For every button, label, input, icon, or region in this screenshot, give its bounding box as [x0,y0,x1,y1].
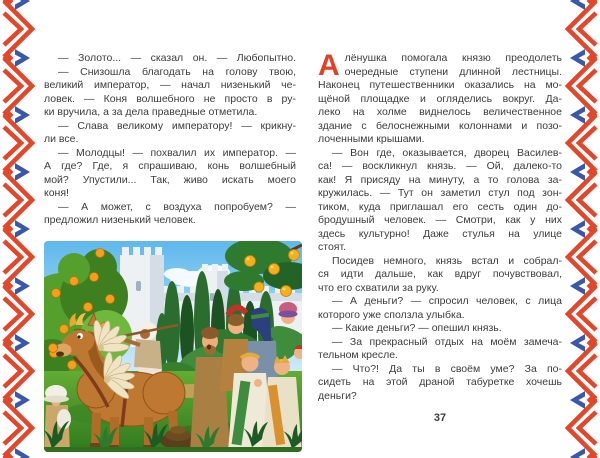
text-line: великий император, — начал низенький че- [44,79,296,91]
drop-cap-letter: А [318,49,340,82]
right-text-column [318,49,562,403]
ornament-border-left [0,0,36,458]
text-line: бродушный человек. — Смотри, как у них [318,214,562,226]
text-line: здание с белоснежными колоннами и позо- [318,119,562,132]
text-line: ловек. — Коня волшебного не просто в ру- [44,92,296,105]
text-line: мой? Упустили... Так, живо искать моего [44,173,296,186]
text-line: тельном кресле. [318,349,398,361]
text-line: Наконец путешественники оказались на мо- [318,79,562,91]
text-line: — Вон где, оказывается, дворец Василев- [332,146,562,159]
text-line: здесь культурно! Даже стулья на улице [318,227,562,240]
text-line: — За прекрасный отдых на моём замеча- [332,335,562,348]
text-line: — А может, с воздуха попробуем? — [58,200,296,213]
ornament-border-right [564,0,600,458]
text-line: что его схватили за руку. [318,281,439,294]
text-line: щёной площадке и огляделись вокруг. Да- [318,92,562,105]
text-line: — А деньги? — спросил человек, с лица [332,295,562,307]
text-line: очередные ступени длинной лестницы. [344,65,562,78]
text-line: деньги? [318,389,357,402]
text-line: ли все. [44,133,79,145]
text-line: — Золото... — сказал он. — Любопытно. [58,52,296,64]
text-line: кружилась. — Тут он заметил стул под зон- [318,187,562,199]
text-line: стоят. [318,241,347,253]
text-line: которого уже сползла улыбка. [318,308,465,321]
page-number: 37 [433,412,447,424]
text-line: предложил низенький человек. [44,214,196,226]
text-line: — Слава великому императору! — крикну- [58,119,296,132]
text-line: коня! [44,187,69,199]
text-line: — Какие деньги? — опешил князь. [332,322,502,334]
text-line: как! Я присяду на минуту, а то голова за- [318,173,562,186]
text-line: — Что?! Да ты в своём уме? За по- [332,362,562,375]
text-line: — Молодцы! — похвалил их император. — [58,146,296,159]
text-line: лоченными крышами. [318,133,425,145]
fruit-branch [224,241,302,297]
text-line: А где? Где, я спрашиваю, конь волшебный [44,160,296,172]
text-line: лёнушка помогала князю преодолеть [344,52,562,64]
text-line: ки вручила, а за дела праведные отметила. [44,106,258,118]
text-line: тиком, куда приглашал его сесть один до- [318,200,562,213]
text-line: сидеть на этой драной табуретке хочешь [318,376,562,388]
storybook-illustration [44,241,302,452]
right-column-lines [318,49,562,403]
text-line: Посидев немного, князь встал и собрал- [332,254,562,267]
text-line: са! — воскликнул князь. — Ой, далеко-то [318,160,562,172]
text-line: — Снизошла благодать на голову твою, [58,65,296,78]
left-text-column [44,52,296,228]
text-line: леко на холме виднелось величественное [318,106,562,118]
text-line: ся идти дальше, как вдруг почувствовал, [318,268,562,280]
